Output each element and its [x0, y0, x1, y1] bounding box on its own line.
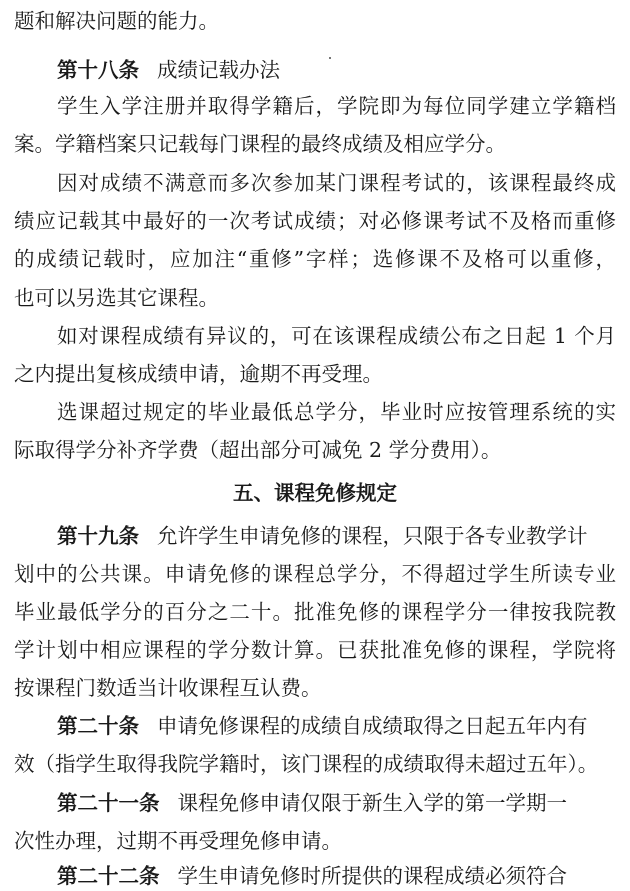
text-line: 的成绩记载时，应加注“重修”字样；选修课不及格可以重修， [14, 247, 616, 271]
article-number: 第二十条 [57, 714, 139, 738]
article-title: 成绩记载办法 [157, 58, 280, 82]
text-line: 绩应记载其中最好的一次考试成绩；对必修课考试不及格而重修 [14, 209, 616, 233]
text-line: 次性办理，过期不再受理免修申请。 [14, 829, 342, 853]
article-text: 允许学生申请免修的课程，只限于各专业教学计 [157, 524, 588, 548]
text-line: 也可以另选其它课程。 [14, 286, 219, 310]
text-line: 案。学籍档案只记载每门课程的最终成绩及相应学分。 [14, 132, 506, 156]
text-line: 划中的公共课。申请免修的课程总学分，不得超过学生所读专业 [14, 562, 616, 586]
text-line: 如对课程成绩有异议的，可在该课程成绩公布之日起 1 个月 [57, 324, 616, 348]
article-text: 学生申请免修时所提供的课程成绩必须符合 [177, 864, 567, 888]
article-number: 第二十二条 [57, 864, 160, 888]
article-text: 申请免修课程的成绩自成绩取得之日起五年内有 [157, 714, 588, 738]
section-heading: 五、课程免修规定 [233, 481, 397, 505]
text-line: 效（指学生取得我院学籍时，该门课程的成绩取得未超过五年）。 [14, 752, 599, 776]
scan-speck [329, 57, 331, 59]
text-line: 因对成绩不满意而多次参加某门课程考试的，该课程最终成 [57, 171, 616, 195]
article-text: 课程免修申请仅限于新生入学的第一学期一 [177, 791, 567, 815]
text-line: 学计划中相应课程的学分数计算。已获批准免修的课程，学院将 [14, 638, 616, 662]
article-20-line [57, 712, 616, 740]
text-line: 毕业最低学分的百分之二十。批准免修的课程学分一律按我院教 [14, 600, 616, 624]
article-21-line [57, 789, 616, 817]
text-line: 学生入学注册并取得学籍后，学院即为每位同学建立学籍档 [57, 94, 616, 118]
article-19-line [57, 522, 616, 550]
article-number: 第二十一条 [57, 791, 160, 815]
text-line: 际取得学分补齐学费（超出部分可减免 2 学分费用）。 [14, 438, 502, 462]
text-line: 按课程门数适当计收课程互认费。 [14, 676, 322, 700]
text-line: 题和解决问题的能力。 [14, 9, 219, 33]
text-line: 选课超过规定的毕业最低总学分，毕业时应按管理系统的实 [57, 400, 616, 424]
article-number: 第十九条 [57, 524, 139, 548]
article-18-heading [57, 56, 616, 84]
article-number: 第十八条 [57, 58, 139, 82]
article-22-line [57, 862, 616, 890]
text-line: 之内提出复核成绩申请，逾期不再受理。 [14, 362, 383, 386]
